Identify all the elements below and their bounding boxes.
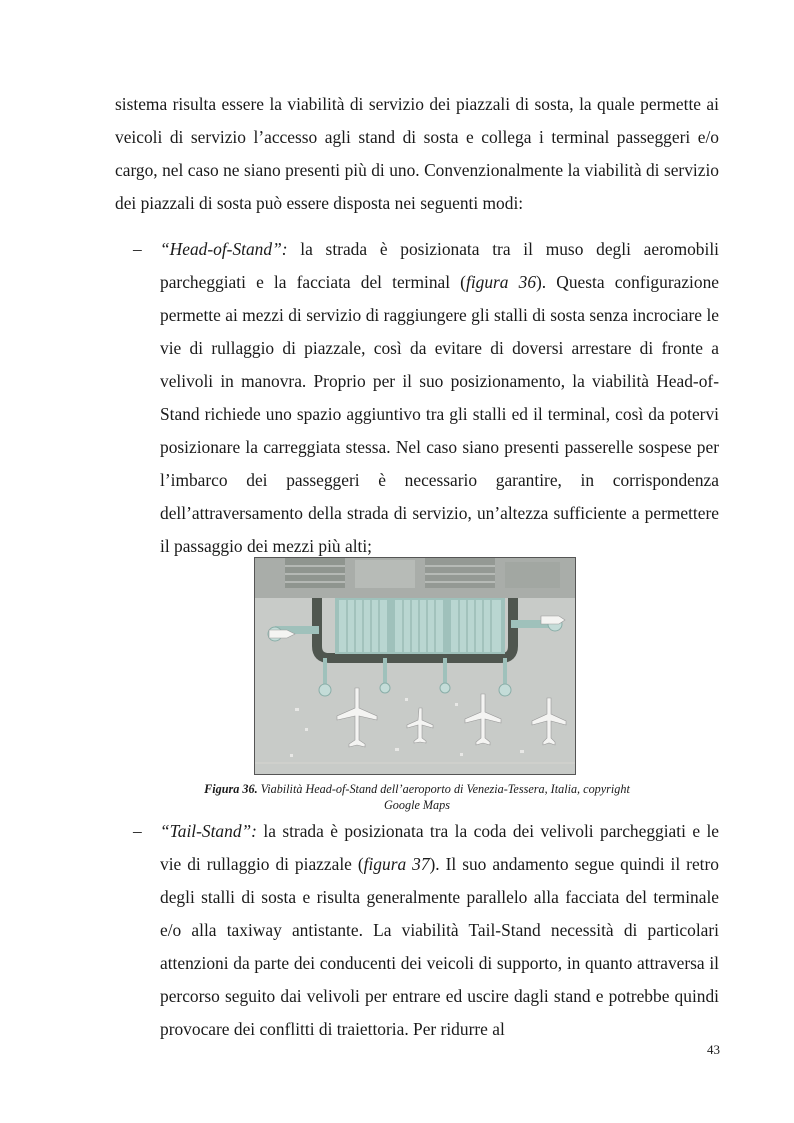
list-bullet: – <box>133 821 142 841</box>
page-number: 43 <box>707 1042 720 1057</box>
item2-text-a: la strada è posizionata tra la coda dei velivoli parcheggiati e le vie di rullaggio di piazzale ( <box>160 821 719 874</box>
figure-caption <box>200 781 634 813</box>
airport-aerial-image <box>254 557 576 775</box>
item1-text-a: la strada è posizionata tra il muso degli aeromobili parcheggiati e la facciata del terminal ( <box>160 239 719 292</box>
term-head-of-stand: “Head-of-Stand”: <box>160 239 288 259</box>
figure-ref-36: figura 36 <box>465 272 537 292</box>
term-tail-stand: “Tail-Stand”: <box>160 821 257 841</box>
list-item-tail-stand <box>160 815 719 1046</box>
item2-text-b: ). Il suo andamento segue quindi il retro degli stalli di sosta e risulta generalmente parallelo alla facciata del terminale e/o alla taxiway antistante. La viabilità Tail-Stand necessità di particolari attenzioni da parte dei conducenti dei veicoli di supporto, in quanto attraversa il percorso seguito dai velivoli per entrare ed uscire dagli stand e potrebbe quindi provocare dei conflitti di traiettoria. Per ridurre al <box>160 854 719 1039</box>
intro-paragraph: sistema risulta essere la viabilità di servizio dei piazzali di sosta, la quale permette ai veicoli di servizio l’accesso agli stand di sosta e collega i terminal passeggeri e/o cargo, nel caso ne siano presenti più di uno. Convenzionalmente la viabilità di servizio dei piazzali di sosta può essere disposta nei seguenti modi: <box>115 94 719 213</box>
item1-text-b: ). Questa configurazione permette ai mezzi di servizio di raggiungere gli stalli di sosta senza incrociare le vie di rullaggio di piazzale, così da evitare di doversi arrestare di fronte a velivoli in manovra. Proprio per il suo posizionamento, la viabilità Head-of-Stand richiede uno spazio aggiuntivo tra gli stalli ed il terminal, così da potervi posizionare la carreggiata stessa. Nel caso siano presenti passerelle sospese per l’imbarco dei passeggeri è necessario garantire, in corrispondenza dell’attraversamento della strada di servizio, un’altezza sufficiente a permettere il passaggio dei mezzi più alti; <box>160 272 719 556</box>
figure-ref-37: figura 37 <box>363 854 430 874</box>
list-item-head-of-stand <box>160 233 719 563</box>
figure-label: Figura 36. <box>204 782 258 796</box>
list-bullet: – <box>133 239 142 259</box>
figure-caption-text: Viabilità Head-of-Stand dell’aeroporto di Venezia-Tessera, Italia, copyright Google Maps <box>257 782 630 812</box>
aerial-photo-illustration <box>255 558 575 774</box>
